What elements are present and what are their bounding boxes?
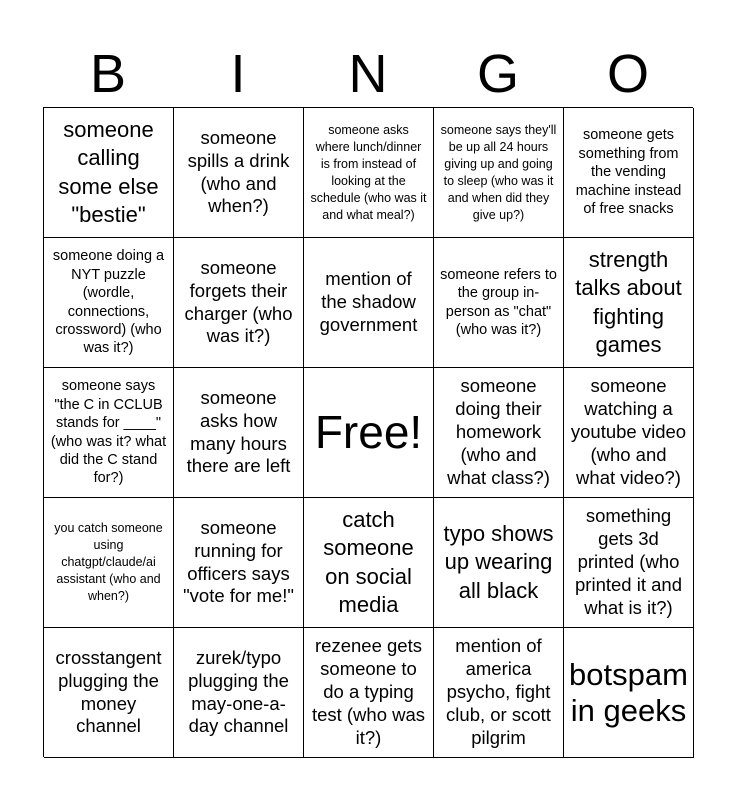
cell-text: someone running for officers says "vote for me!" — [183, 516, 294, 607]
cell-text: someone asks how many hours there are left — [186, 386, 291, 477]
cell-text: botspam in geeks — [569, 656, 688, 728]
bingo-cell-r1-c0[interactable] — [44, 238, 174, 368]
cell-text: someone says they'll be up all 24 hours giving up and going to sleep (who was it and when did they give up?) — [440, 122, 557, 222]
bingo-cell-r1-c1[interactable] — [174, 238, 304, 368]
cell-text: someone doing their homework (who and what class?) — [447, 375, 550, 488]
bingo-header — [43, 44, 693, 104]
cell-text: someone spills a drink (who and when?) — [187, 126, 290, 217]
cell-text: someone gets something from the vending machine instead of free snacks — [575, 127, 682, 218]
header-letter-o: O — [606, 44, 649, 104]
bingo-cell-r4-c1[interactable] — [174, 628, 304, 758]
cell-text: someone forgets their charger (who was it?) — [184, 256, 293, 347]
bingo-cell-r4-c3[interactable] — [434, 628, 564, 758]
cell-text: you catch someone using chatgpt/claude/ai assistant (who and when?) — [54, 521, 163, 603]
cell-text: something gets 3d printed (who printed it and what is it?) — [575, 505, 682, 618]
cell-text: crosstangent plugging the money channel — [55, 646, 162, 737]
bingo-cell-r0-c1[interactable] — [174, 108, 304, 238]
cell-text: rezenee gets someone to do a typing test (who was it?) — [311, 635, 426, 748]
bingo-cell-r0-c0[interactable] — [44, 108, 174, 238]
bingo-cell-r3-c0[interactable] — [44, 498, 174, 628]
cell-text: someone watching a youtube video (who and what video?) — [570, 375, 687, 488]
bingo-cell-r3-c4[interactable] — [564, 498, 694, 628]
cell-text: zurek/typo plugging the may-one-a-day channel — [188, 646, 289, 737]
bingo-cell-r3-c2[interactable] — [304, 498, 434, 628]
cell-text: mention of the shadow government — [319, 268, 418, 335]
header-letter-g: G — [476, 44, 519, 104]
free-space-text: Free! — [314, 406, 423, 459]
bingo-cell-r4-c4[interactable] — [564, 628, 694, 758]
bingo-cell-r1-c3[interactable] — [434, 238, 564, 368]
header-letter-n: N — [348, 44, 388, 104]
bingo-cell-r0-c4[interactable] — [564, 108, 694, 238]
bingo-cell-r1-c2[interactable] — [304, 238, 434, 368]
cell-text: typo shows up wearing all black — [443, 521, 554, 603]
cell-text: strength talks about fighting games — [575, 247, 682, 357]
header-letter-b: B — [89, 44, 127, 104]
bingo-cell-r2-c3[interactable] — [434, 368, 564, 498]
bingo-cell-r2-c1[interactable] — [174, 368, 304, 498]
cell-text: someone doing a NYT puzzle (wordle, connections, crossword) (who was it?) — [52, 248, 165, 357]
cell-text: someone asks where lunch/dinner is from instead of looking at the schedule (who was it and what meal?) — [310, 122, 427, 222]
bingo-cell-r0-c3[interactable] — [434, 108, 564, 238]
cell-text: catch someone on social media — [323, 507, 414, 617]
cell-text: mention of america psycho, fight club, or scott pilgrim — [446, 635, 551, 748]
bingo-board — [43, 107, 693, 757]
header-letter-i: I — [230, 44, 246, 104]
cell-text: someone says "the C in CCLUB stands for ____" (who was it? what did the C stand for?) — [50, 378, 167, 487]
bingo-cell-free[interactable] — [304, 368, 434, 498]
bingo-cell-r2-c4[interactable] — [564, 368, 694, 498]
bingo-cell-r4-c2[interactable] — [304, 628, 434, 758]
bingo-cell-r1-c4[interactable] — [564, 238, 694, 368]
cell-text: someone calling some else "bestie" — [58, 117, 159, 227]
bingo-cell-r4-c0[interactable] — [44, 628, 174, 758]
bingo-cell-r0-c2[interactable] — [304, 108, 434, 238]
cell-text: someone refers to the group in-person as "chat" (who was it?) — [440, 266, 557, 338]
bingo-cell-r3-c3[interactable] — [434, 498, 564, 628]
bingo-cell-r2-c0[interactable] — [44, 368, 174, 498]
bingo-cell-r3-c1[interactable] — [174, 498, 304, 628]
